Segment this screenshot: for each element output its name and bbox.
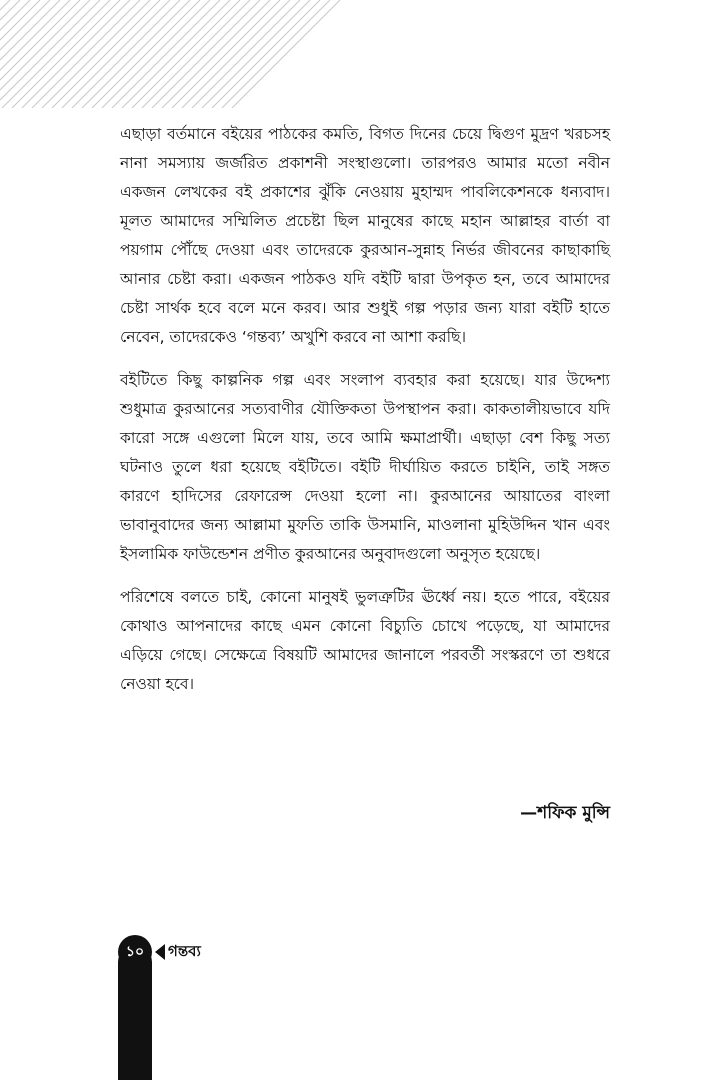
- hatch-line: [142, 0, 250, 108]
- paragraph-2: বইটিতে কিছু কাল্পনিক গল্প এবং সংলাপ ব্যবহার করা হয়েছে। যার উদ্দেশ্য শুধুমাত্র কুরআনের সত্যবাণীর যৌক্তিকতা উপস্থাপন করা। কাকতালীয়ভাবে যদি কারো সঙ্গে এগুলো মিলে যায়, তবে আমি ক্ষমাপ্রার্থী। এছাড়া বেশ কিছু সত্য ঘটনাও তুলে ধরা হয়েছে বইটিতে। বইটি দীর্ঘায়িত করতে চাইনি, তাই সঙ্গত কারণে হাদিসের রেফারেন্স দেওয়া হলো না। কুরআনের আয়াতের বাংলা ভাবানুবাদের জন্য আল্লামা মুফতি তাকি উসমানি, মাওলানা মুহিউদ্দিন খান এবং ইসলামিক ফাউন্ডেশন প্রণীত কুরআনের অনুবাদগুলো অনুসৃত হয়েছে।: [120, 371, 610, 563]
- hatch-line: [152, 0, 260, 108]
- paragraph-1: এছাড়া বর্তমানে বইয়ের পাঠকের কমতি, বিগত দিনের চেয়ে দ্বিগুণ মুদ্রণ খরচসহ নানা সমস্যায় জর্জরিত প্রকাশনী সংস্থাগুলো। তারপরও আমার মতো নবীন একজন লেখকের বই প্রকাশের ঝুঁকি নেওয়ায় মুহাম্মদ পাবলিকেশনকে ধন্যবাদ। মূলত আমাদের সম্মিলিত প্রচেষ্টা ছিল মানুষের কাছে মহান আল্লাহর বার্তা বা পয়গাম পৌঁছে দেওয়া এবং তাদেরকে কুরআন-সুন্নাহ নির্ভর জীবনের কাছাকাছি আনার চেষ্টা করা। একজন পাঠকও যদি বইটি দ্বারা উপকৃত হন, তবে আমাদের চেষ্টা সার্থক হবে বলে মনে করব। আর শুধুই গল্প পড়ার জন্য যারা বইটি হাতে নেবেন, তাদেরকেও ‘গন্তব্য’ অখুশি করবে না আশা করছি।: [120, 125, 610, 346]
- hatch-line: [2, 0, 110, 108]
- hatch-line: [52, 0, 160, 108]
- hatch-line: [222, 0, 330, 108]
- hatch-line: [112, 0, 220, 108]
- main-text: [120, 120, 610, 713]
- hatch-line: [0, 0, 60, 108]
- hatch-line: [22, 0, 130, 108]
- hatch-line: [132, 0, 240, 108]
- running-book-title: গন্তব্য: [168, 942, 201, 960]
- corner-hatch-decoration: [0, 0, 340, 108]
- hatch-line: [202, 0, 310, 108]
- hatch-line: [92, 0, 200, 108]
- hatch-line: [0, 0, 70, 108]
- hatch-line: [72, 0, 180, 108]
- hatch-line: [0, 0, 20, 108]
- hatch-line: [212, 0, 320, 108]
- hatch-line: [192, 0, 300, 108]
- hatch-line: [0, 0, 100, 108]
- author-signature: —শফিক মুন্সি: [520, 803, 610, 823]
- hatch-line: [122, 0, 230, 108]
- hatch-line: [42, 0, 150, 108]
- hatch-line: [162, 0, 270, 108]
- hatch-line: [232, 0, 340, 108]
- hatch-line: [32, 0, 140, 108]
- hatch-line: [82, 0, 190, 108]
- hatch-line: [12, 0, 120, 108]
- triangle-left-icon: [155, 944, 165, 960]
- hatch-line: [102, 0, 210, 108]
- hatch-line: [172, 0, 280, 108]
- hatch-line: [62, 0, 170, 108]
- hatch-line: [182, 0, 290, 108]
- paragraph-3: পরিশেষে বলতে চাই, কোনো মানুষই ভুলত্রুটির ঊর্ধ্বে নয়। হতে পারে, বইয়ের কোথাও আপনাদের কাছে এমন কোনো বিচ্যুতি চোখে পড়েছে, যা আমাদের এড়িয়ে গেছে। সেক্ষেত্রে বিষয়টি আমাদের জানালে পরবর্তী সংস্করণে তা শুধরে নেওয়া হবে।: [120, 588, 610, 693]
- page-number: ১০: [118, 935, 152, 969]
